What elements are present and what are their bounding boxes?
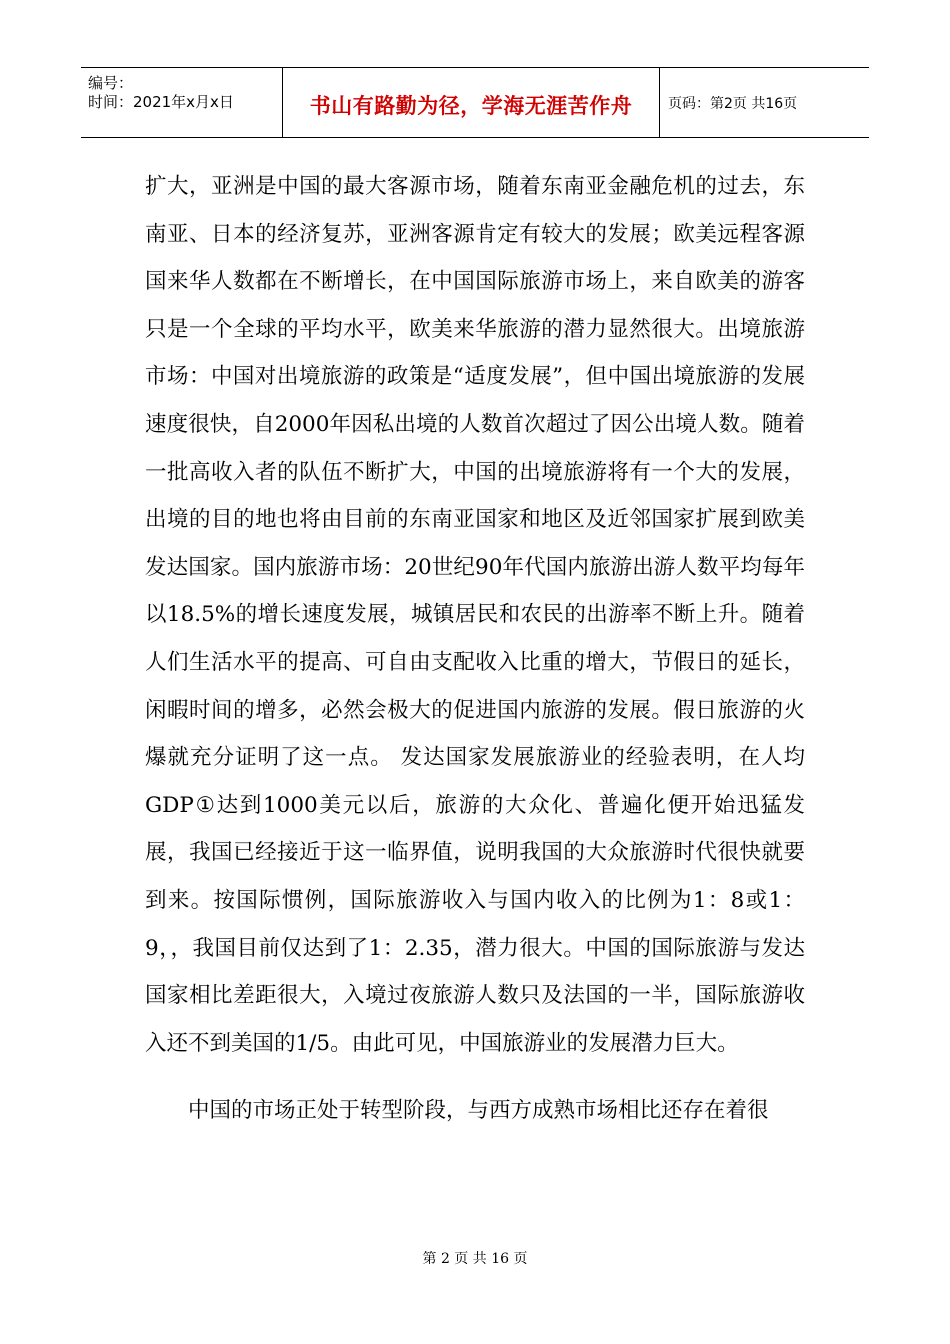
header-motto-cell [283, 68, 660, 137]
header-page-cell [660, 68, 869, 137]
document-time-label: 时间：2021年x月x日 [88, 93, 234, 111]
header-page-info: 页码：第2页 共16页 [668, 96, 798, 112]
document-body [145, 163, 805, 1135]
page-footer: 第 2 页 共 16 页 [422, 1251, 528, 1267]
header-motto: 书山有路勤为径，学海无涯苦作舟 [309, 94, 633, 118]
document-number-label: 编号： [88, 74, 134, 92]
body-paragraph: 扩大，亚洲是中国的最大客源市场，随着东南亚金融危机的过去，东南亚、日本的经济复苏，亚洲客源肯定有较大的发展；欧美远程客源国来华人数都在不断增长，在中国国际旅游市场上，来自欧美的游客只是一个全球的平均水平，欧美来华旅游的潜力显然很大。出境旅游市场：中国对出境旅游的政策是“适度发展”，但中国出境旅游的发展速度很快，自2000年因私出境的人数首次超过了因公出境人数。随着一批高收入者的队伍不断扩大，中国的出境旅游将有一个大的发展，出境的目的地也将由目前的东南亚国家和地区及近邻国家扩展到欧美发达国家。国内旅游市场：20世纪90年代国内旅游出游人数平均每年以18.5%的增长速度发展，城镇居民和农民的出游率不断上升。随着人们生活水平的提高、可自由支配收入比重的增大，节假日的延长，闲暇时间的增多，必然会极大的促进国内旅游的发展。假日旅游的火爆就充分证明了这一点。 发达国家发展旅游业的经验表明，在人均GDP①达到1000美元以后，旅游的大众化、普遍化便开始迅猛发展，我国已经接近于这一临界值，说明我国的大众旅游时代很快就要到来。按国际惯例，国际旅游收入与国内收入的比例为1：8或1：9，，我国目前仅达到了1：2.35，潜力很大。中国的国际旅游与发达国家相比差距很大，入境过夜旅游人数只及法国的一半，国际旅游收入还不到美国的1/5。由此可见，中国旅游业的发展潜力巨大。 [145, 174, 805, 1056]
body-paragraph: 中国的市场正处于转型阶段，与西方成熟市场相比还存在着很 [188, 1098, 769, 1124]
header-meta-cell [81, 68, 283, 137]
page-header [81, 67, 869, 138]
